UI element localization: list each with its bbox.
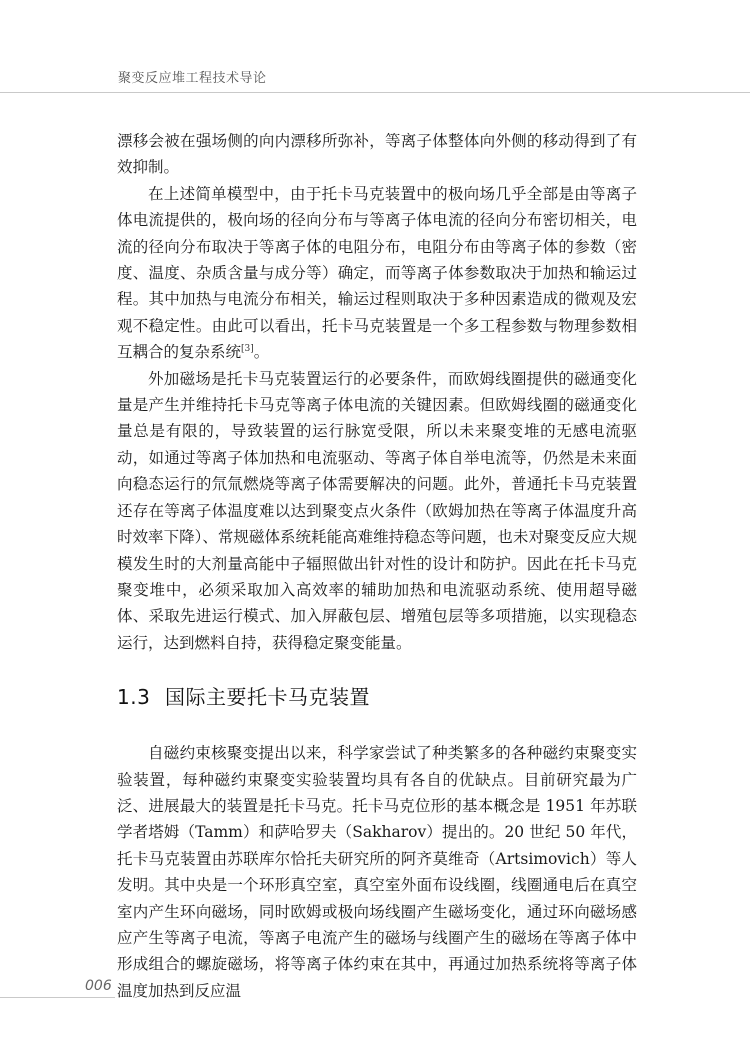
section-heading	[117, 682, 637, 712]
paragraph-continuation: 漂移会被在强场侧的向内漂移所弥补，等离子体整体向外侧的移动得到了有效抑制。	[117, 132, 637, 177]
paragraph-section-intro: 自磁约束核聚变提出以来，科学家尝试了种类繁多的各种磁约束聚变实验装置，每种磁约束聚变实验装置均具有各自的优缺点。目前研究最为广泛、进展最大的装置是托卡马克。托卡马克位形的基本概念是 1951 年苏联学者塔姆（Tamm）和萨哈罗夫（Sakharov）提出的。20 世纪 50 年代，托卡马克装置由苏联库尔恰托夫研究所的阿齐莫维奇（Artsimovich）等人发明。其中央是一个环形真空室，真空室外面布设线圈，线圈通电后在真空室内产生环向磁场，同时欧姆或极向场线圈产生磁场变化，通过环向磁场感应产生等离子电流，等离子电流产生的磁场与线圈产生的磁场在等离子体中形成组合的螺旋磁场，将等离子体约束在其中，再通过加热系统将等离子体温度加热到反应温	[117, 744, 637, 1000]
running-head-title: 聚变反应堆工程技术导论	[118, 71, 267, 86]
paragraph-text: 在上述简单模型中，由于托卡马克装置中的极向场几乎全部是由等离子体电流提供的，极向场的径向分布与等离子体电流的径向分布密切相关，电流的径向分布取决于等离子体的电阻分布，电阻分布由等离子体的参数（密度、温度、杂质含量与成分等）确定，而等离子体参数取决于加热和输运过程。其中加热与电流分布相关，输运过程则取决于多种因素造成的微观及宏观不稳定性。由此可以看出，托卡马克装置是一个多工程参数与物理参数相互耦合的复杂系统	[117, 184, 637, 362]
header-divider	[0, 92, 750, 93]
paragraph-tokamak-model	[117, 181, 637, 366]
paragraph-end-punctuation: 。	[253, 343, 270, 362]
section-title: 国际主要托卡马克装置	[165, 685, 370, 710]
section-number: 1.3	[117, 685, 151, 710]
page-body	[117, 128, 637, 1004]
footer-divider	[0, 997, 115, 998]
paragraph-magnetic-field: 外加磁场是托卡马克装置运行的必要条件，而欧姆线圈提供的磁通变化量是产生并维持托卡马克等离子体电流的关键因素。但欧姆线圈的磁通变化量总是有限的，导致装置的运行脉宽受限，所以未来聚变堆的无感电流驱动，如通过等离子体加热和电流驱动、等离子体自举电流等，仍然是未来面向稳态运行的氘氚燃烧等离子体需要解决的问题。此外，普通托卡马克装置还存在等离子体温度难以达到聚变点火条件（欧姆加热在等离子体温度升高时效率下降）、常规磁体系统耗能高难维持稳态等问题，也未对聚变反应大规模发生时的大剂量高能中子辐照做出针对性的设计和防护。因此在托卡马克聚变堆中，必须采取加入高效率的辅助加热和电流驱动系统、使用超导磁体、采取先进运行模式、加入屏蔽包层、增殖包层等多项措施，以实现稳态运行，达到燃料自持，获得稳定聚变能量。	[117, 369, 637, 652]
citation-reference: [3]	[241, 344, 254, 355]
page-number: 006	[85, 978, 112, 994]
